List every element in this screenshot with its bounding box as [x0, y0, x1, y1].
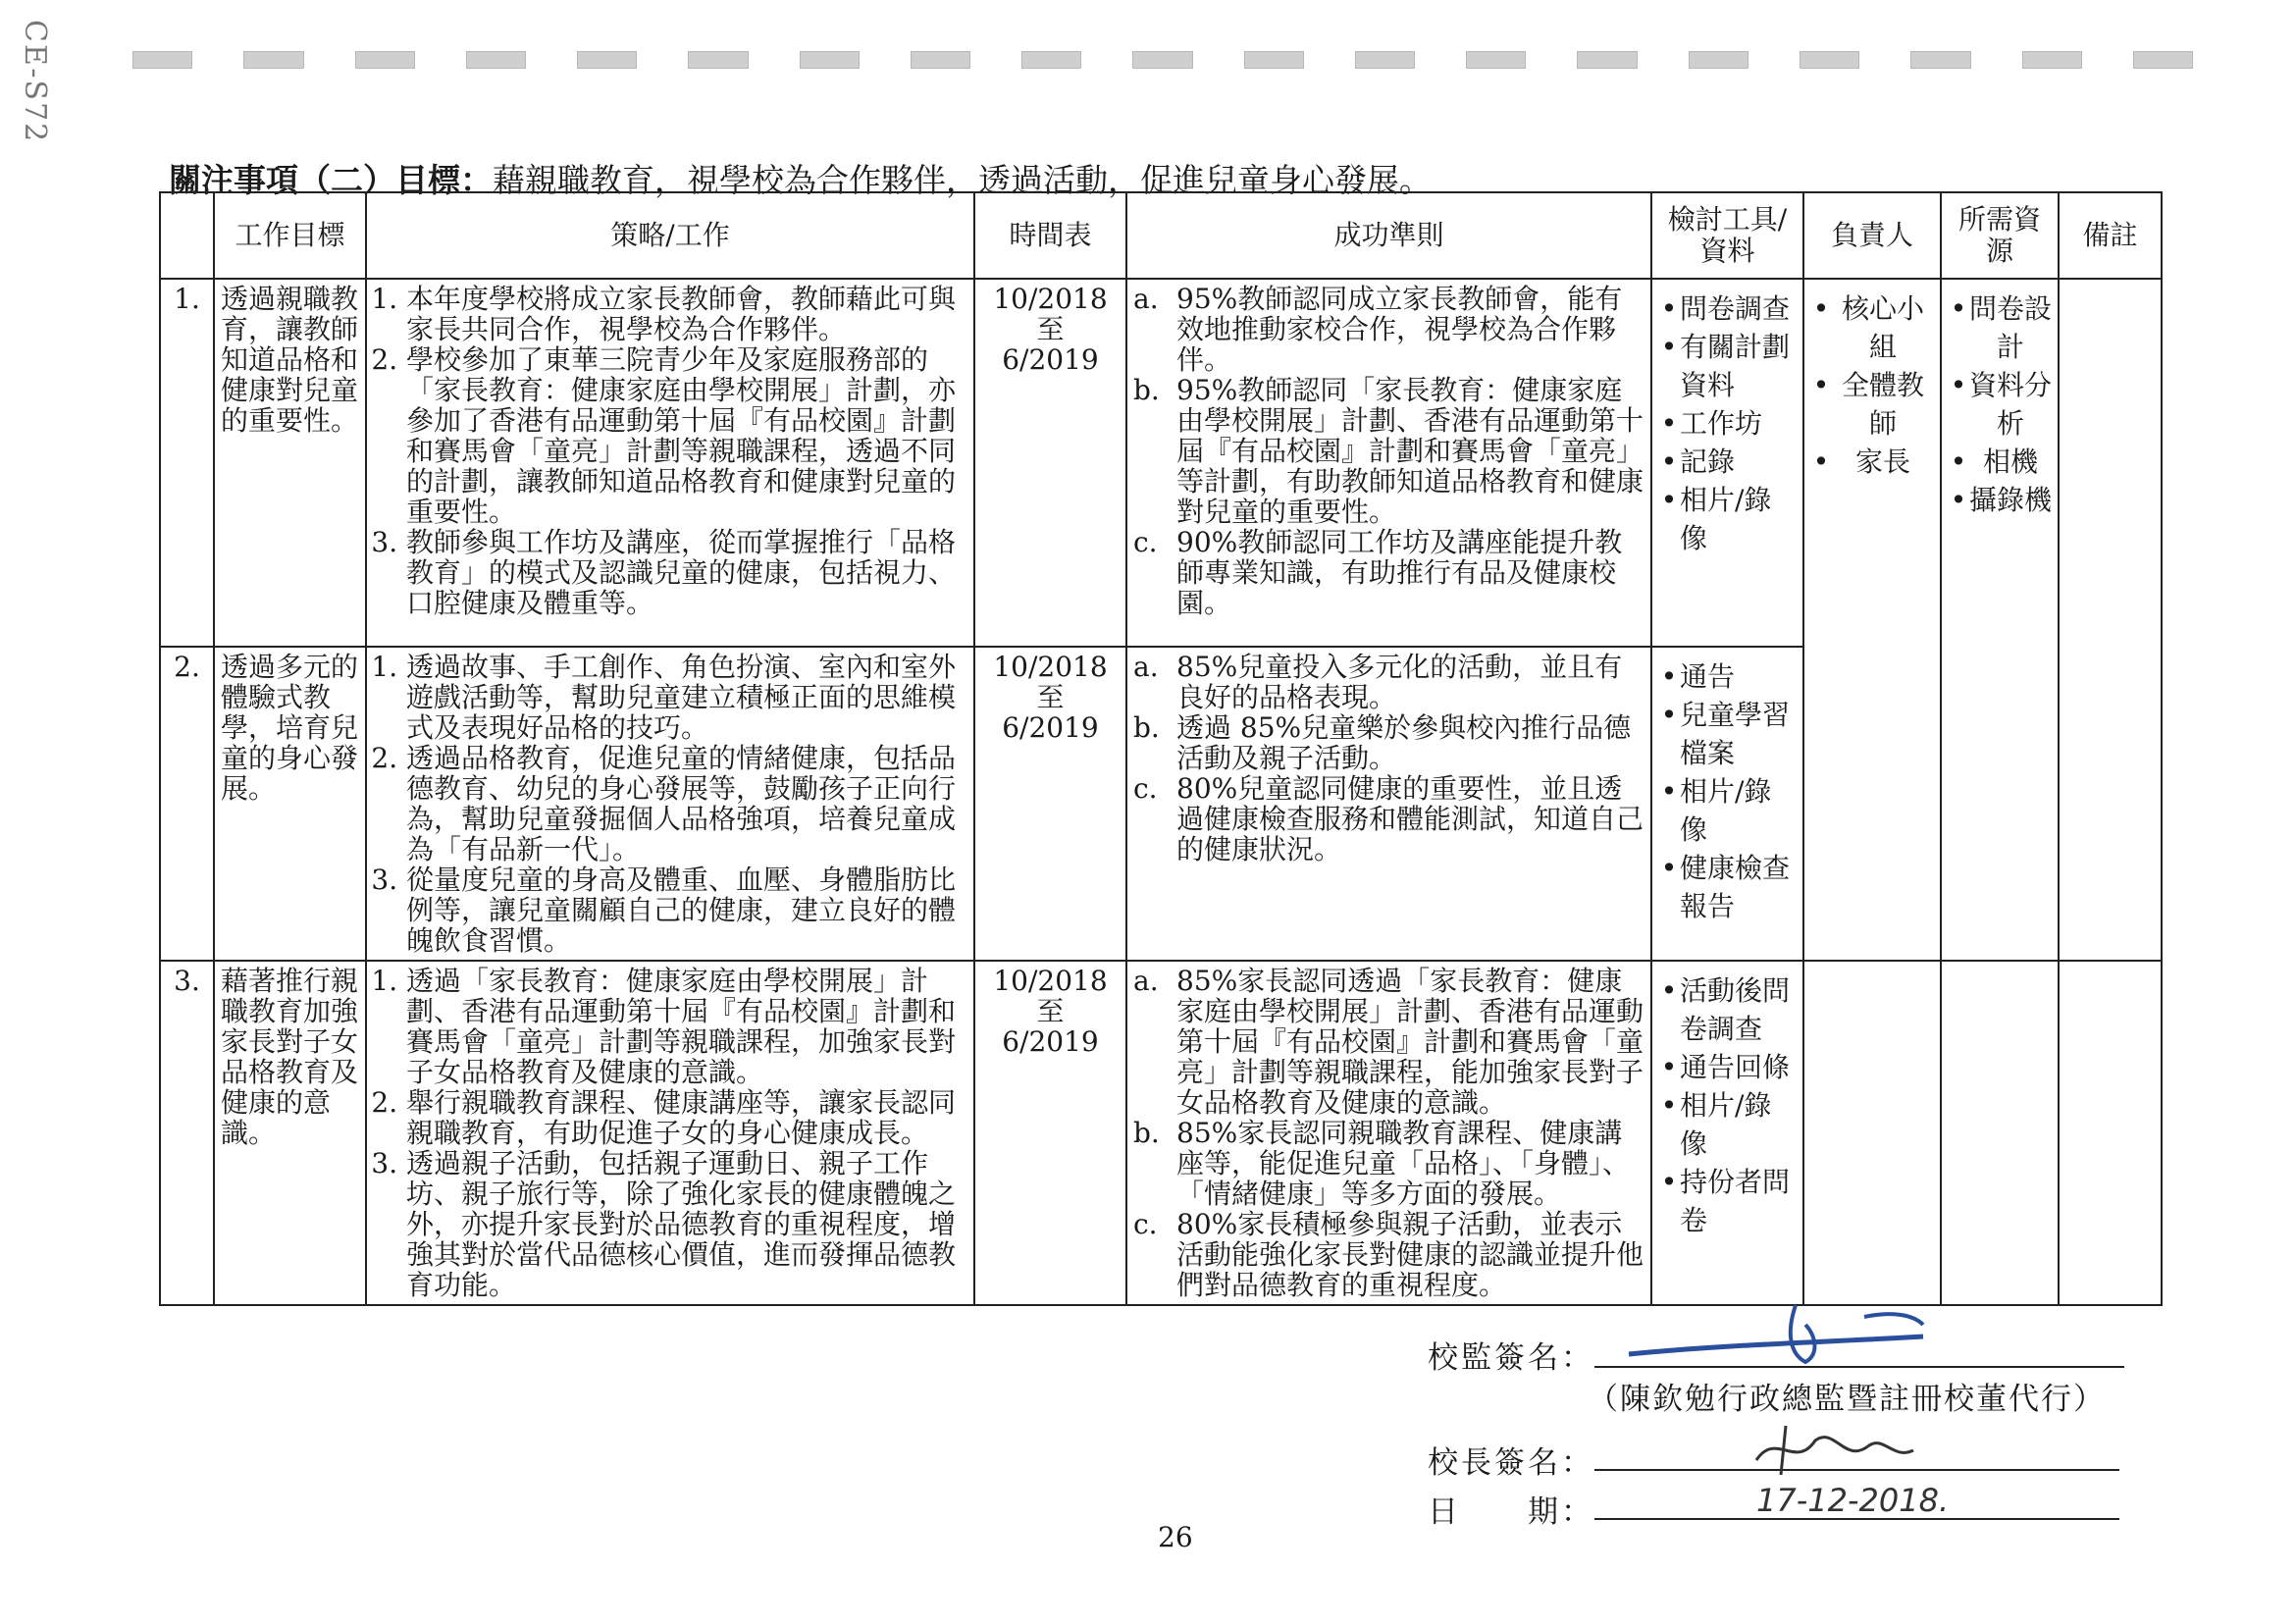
row-time: 10/2018 至 6/2019	[974, 647, 1126, 961]
criterion-item: a. 85%家長認同透過「家長教育：健康家庭由學校開展」計劃、香港有品運動第十屆『有品校園』計劃和賽馬會「童亮」計劃等親職課程，能加強家長對子女品格教育及健康的意識。	[1133, 965, 1644, 1119]
strategy-item: 3. 透過親子活動，包括親子運動日、親子工作坊、親子旅行等，除了強化家長的健康體魄之外，亦提升家長對於品德教育的重視程度，增強其對於當代品德核心價值，進而發揮品德教育功能。	[406, 1148, 967, 1300]
responsible-cell	[1803, 279, 1941, 961]
strategy-item: 3. 教師參與工作坊及講座，從而掌握推行「品格教育」的模式及認識兒童的健康，包括視力、口腔健康及體重等。	[406, 527, 967, 618]
col-header-time: 時間表	[974, 192, 1126, 279]
strategy-item: 3. 從量度兒童的身高及體重、血壓、身體脂肪比例等，讓兒童關顧自己的健康，建立良好的體魄飲食習慣。	[406, 864, 967, 956]
criterion-item: b. 95%教師認同「家長教育：健康家庭由學校開展」計劃、香港有品運動第十屆『有品校園』計劃和賽馬會「童亮」等計劃，有助教師知道品格教育和健康對兒童的重要性。	[1133, 374, 1644, 528]
col-header-resources: 所需資源	[1941, 192, 2059, 279]
supervisor-signature-scribble	[1609, 1295, 1943, 1374]
tool-item: • 問卷調查	[1658, 289, 1797, 328]
tool-item: • 記錄	[1658, 443, 1797, 481]
tool-item: • 相片/錄像	[1658, 1086, 1797, 1163]
tool-item: • 相片/錄像	[1658, 481, 1797, 557]
col-header-strategy: 策略/工作	[366, 192, 974, 279]
table-header-row	[160, 192, 2162, 279]
row-strategies	[366, 647, 974, 961]
plan-table	[159, 191, 2163, 1306]
heading-label: 關注事項（二）目標：	[169, 161, 493, 199]
row-strategies	[366, 279, 974, 647]
row-time: 10/2018 至 6/2019	[974, 961, 1126, 1305]
tool-item: • 相片/錄像	[1658, 772, 1797, 849]
row-tools	[1651, 279, 1803, 647]
row-criteria	[1126, 647, 1651, 961]
criterion-item: b. 85%家長認同親職教育課程、健康講座等，能促進兒童「品格」、「身體」、「情緒健康」等多方面的發展。	[1133, 1117, 1631, 1210]
principal-signature-label: 校長簽名：	[1428, 1445, 1594, 1481]
tool-item: • 健康檢查報告	[1658, 849, 1797, 925]
strategy-item: 1. 本年度學校將成立家長教師會，教師藉此可與家長共同合作，視學校為合作夥伴。	[406, 284, 967, 344]
col-header-tools: 檢討工具/資料	[1651, 192, 1803, 279]
row-number: 3.	[160, 961, 214, 1305]
resource-item: • 攝錄機	[1948, 481, 2052, 519]
criterion-item: a. 95%教師認同成立家長教師會，能有效地推動家校合作，視學校為合作夥伴。	[1133, 283, 1623, 376]
row-goal: 藉著推行親職教育加強家長對子女品格教育及健康的意識。	[214, 961, 366, 1305]
resource-item: • 相機	[1948, 443, 2052, 481]
tool-item: • 活動後問卷調查	[1658, 971, 1797, 1048]
row-strategies	[366, 961, 974, 1305]
responsible-item: • 家長	[1810, 443, 1934, 481]
strategy-item: 2. 透過品格教育，促進兒童的情緒健康，包括品德教育、幼兒的身心發展等，鼓勵孩子正向行為，幫助兒童發掘個人品格強項，培養兒童成為「有品新一代」。	[406, 743, 967, 864]
col-header-goal: 工作目標	[214, 192, 366, 279]
tool-item: • 持份者問卷	[1658, 1163, 1797, 1239]
row-goal: 透過親職教育，讓教師知道品格和健康對兒童的重要性。	[214, 279, 366, 647]
criterion-item: a. 85%兒童投入多元化的活動，並且有良好的品格表現。	[1133, 651, 1623, 713]
criterion-item: c. 90%教師認同工作坊及講座能提升教師專業知識，有助推行有品及健康校園。	[1133, 526, 1623, 619]
strategy-item: 1. 透過「家長教育：健康家庭由學校開展」計劃、香港有品運動第十屆『有品校園』計劃和賽馬會「童亮」計劃等親職課程，加強家長對子女品格教育及健康的意識。	[406, 966, 967, 1087]
criterion-item: c. 80%家長積極參與親子活動，並表示活動能強化家長對健康的認識並提升他們對品德教育的重視程度。	[1133, 1208, 1644, 1301]
responsible-item: • 核心小組	[1810, 289, 1934, 366]
col-header-responsible: 負責人	[1803, 192, 1941, 279]
heading-text: 藉親職教育，視學校為合作夥伴，透過活動，促進兒童身心發展。	[493, 161, 1432, 199]
col-header-remarks: 備註	[2059, 192, 2162, 279]
col-header-num	[160, 192, 214, 279]
remarks-cell	[2059, 279, 2162, 961]
row-criteria	[1126, 279, 1651, 647]
scan-perforation-marks	[132, 51, 2193, 69]
row-criteria	[1126, 961, 1651, 1305]
supervisor-signature-label: 校監簽名：	[1428, 1340, 1594, 1376]
strategy-item: 2. 舉行親職教育課程、健康講座等，讓家長認同親職教育，有助促進子女的身心健康成長。	[406, 1087, 967, 1148]
criterion-item: b. 透過 85%兒童樂於參與校內推行品德活動及親子活動。	[1133, 711, 1632, 774]
remarks-cell-empty	[2059, 961, 2162, 1305]
tool-item: • 有關計劃資料	[1658, 328, 1797, 404]
table-row	[160, 279, 2162, 647]
strategy-item: 2. 學校參加了東華三院青少年及家庭服務部的「家長教育：健康家庭由學校開展」計劃，亦參加了香港有品運動第十屆『有品校園』計劃和賽馬會「童亮」計劃等親職課程，透過不同的計劃，讓教師知道品格教育和健康對兒童的重要性。	[406, 344, 967, 527]
strategy-item: 1. 透過故事、手工創作、角色扮演、室內和室外遊戲活動等，幫助兒童建立積極正面的思維模式及表現好品格的技巧。	[406, 652, 967, 743]
principal-signature-scribble	[1747, 1421, 1923, 1480]
supervisor-note: （陳欽勉行政總監暨註冊校董代行）	[1588, 1382, 2106, 1417]
document-code: CE-S72	[18, 20, 52, 144]
responsible-item: • 全體教師	[1810, 366, 1934, 443]
criterion-item: c. 80%兒童認同健康的重要性，並且透過健康檢查服務和體能測試，知道自己的健康狀況。	[1133, 772, 1644, 865]
row-tools	[1651, 961, 1803, 1305]
resources-cell	[1941, 279, 2059, 961]
tool-item: • 通告	[1658, 657, 1797, 696]
tool-item: • 通告回條	[1658, 1048, 1797, 1086]
row-number: 2.	[160, 647, 214, 961]
tool-item: • 兒童學習檔案	[1658, 696, 1797, 772]
row-tools	[1651, 647, 1803, 961]
date-value: 17-12-2018.	[1756, 1482, 1950, 1519]
resources-cell-empty	[1941, 961, 2059, 1305]
responsible-cell-empty	[1803, 961, 1941, 1305]
row-time: 10/2018 至 6/2019	[974, 279, 1126, 647]
resource-item: • 資料分析	[1948, 366, 2052, 443]
resource-item: • 問卷設計	[1948, 289, 2052, 366]
row-goal: 透過多元的體驗式教學，培育兒童的身心發展。	[214, 647, 366, 961]
date-label: 日 期：	[1428, 1494, 1594, 1530]
table-row	[160, 961, 2162, 1305]
col-header-criteria: 成功準則	[1126, 192, 1651, 279]
tool-item: • 工作坊	[1658, 404, 1797, 443]
row-number: 1.	[160, 279, 214, 647]
page-number: 26	[1158, 1521, 1193, 1553]
